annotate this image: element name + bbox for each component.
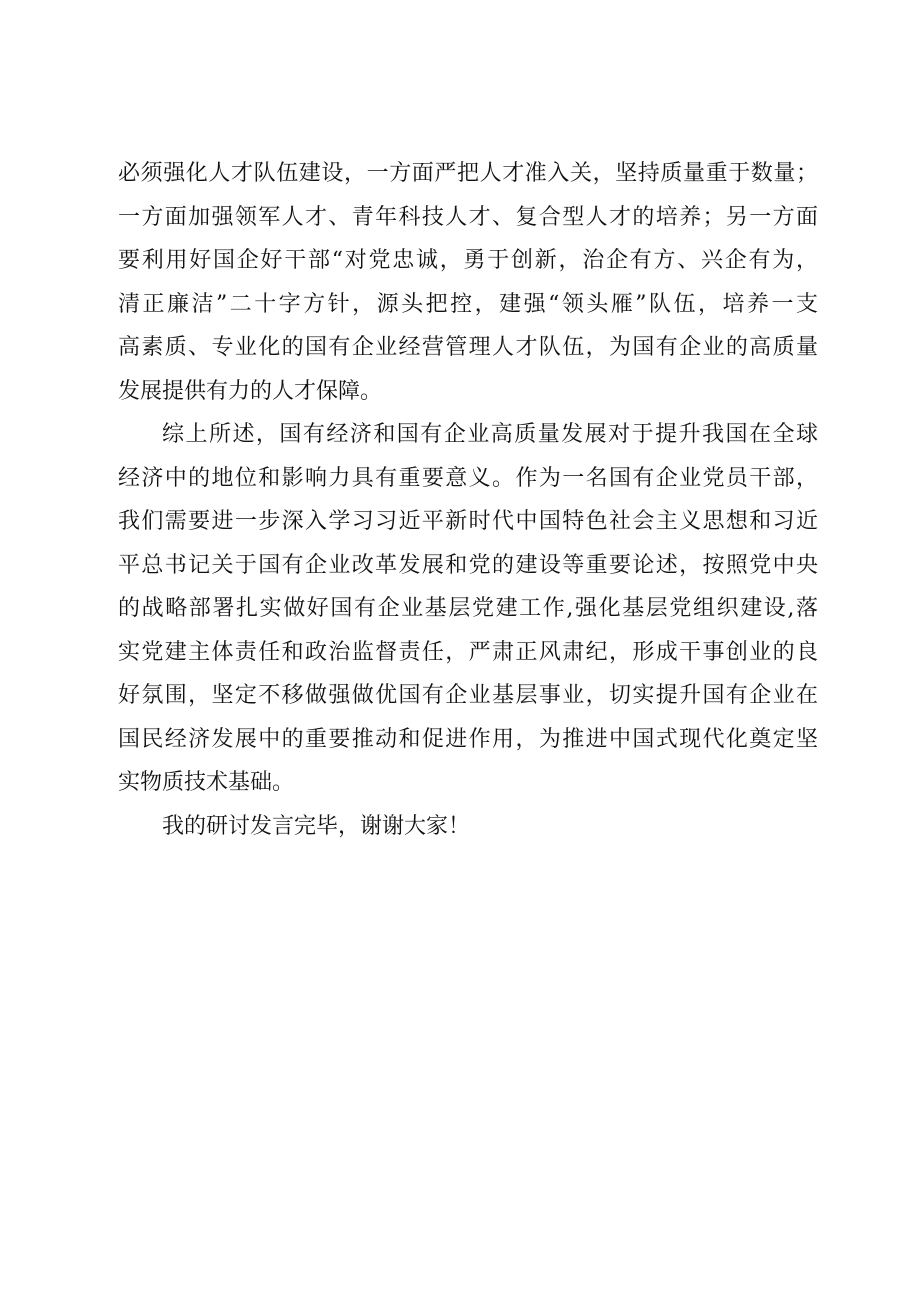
document-body: [118, 152, 818, 848]
closing-line: 我的研讨发言完毕，谢谢大家！: [162, 813, 471, 839]
text-line: 的战略部署扎实做好国有企业基层党建工作,强化基层党组织建设,落: [118, 596, 818, 621]
text-line: 实党建主体责任和政治监督责任，严肃正风肃纪，形成干事创业的良: [118, 639, 818, 665]
paragraph-closing: [118, 805, 818, 849]
text-line: 经济中的地位和影响力具有重要意义。作为一名国有企业党员干部，: [118, 465, 818, 491]
paragraph-summary: [118, 413, 818, 805]
text-line: 国民经济发展中的重要推动和促进作用，为推进中国式现代化奠定坚: [118, 726, 818, 752]
text-line: 发展提供有力的人才保障。: [118, 378, 383, 404]
text-line: 平总书记关于国有企业改革发展和党的建设等重要论述，按照党中央: [118, 552, 818, 578]
paragraph-talent-team: [118, 152, 818, 413]
text-line: 要利用好国企好干部“对党忠诚，勇于创新，治企有方、兴企有为，: [118, 248, 818, 273]
text-line: 综上所述，国有经济和国有企业高质量发展对于提升我国在全球: [162, 422, 818, 447]
text-line: 高素质、专业化的国有企业经营管理人才队伍，为国有企业的高质量: [118, 335, 818, 360]
text-line: 我们需要进一步深入学习习近平新时代中国特色社会主义思想和习近: [118, 509, 818, 534]
text-line: 一方面加强领军人才、青年科技人才、复合型人才的培养；另一方面: [118, 204, 818, 230]
text-line: 好氛围，坚定不移做强做优国有企业基层事业，切实提升国有企业在: [118, 683, 818, 708]
text-line: 实物质技术基础。: [118, 770, 295, 795]
text-line: 必须强化人才队伍建设，一方面严把人才准入关，坚持质量重于数量；: [118, 161, 818, 186]
text-line: 清正廉洁”二十字方针，源头把控，建强“领头雁”队伍，培养一支: [118, 291, 818, 317]
